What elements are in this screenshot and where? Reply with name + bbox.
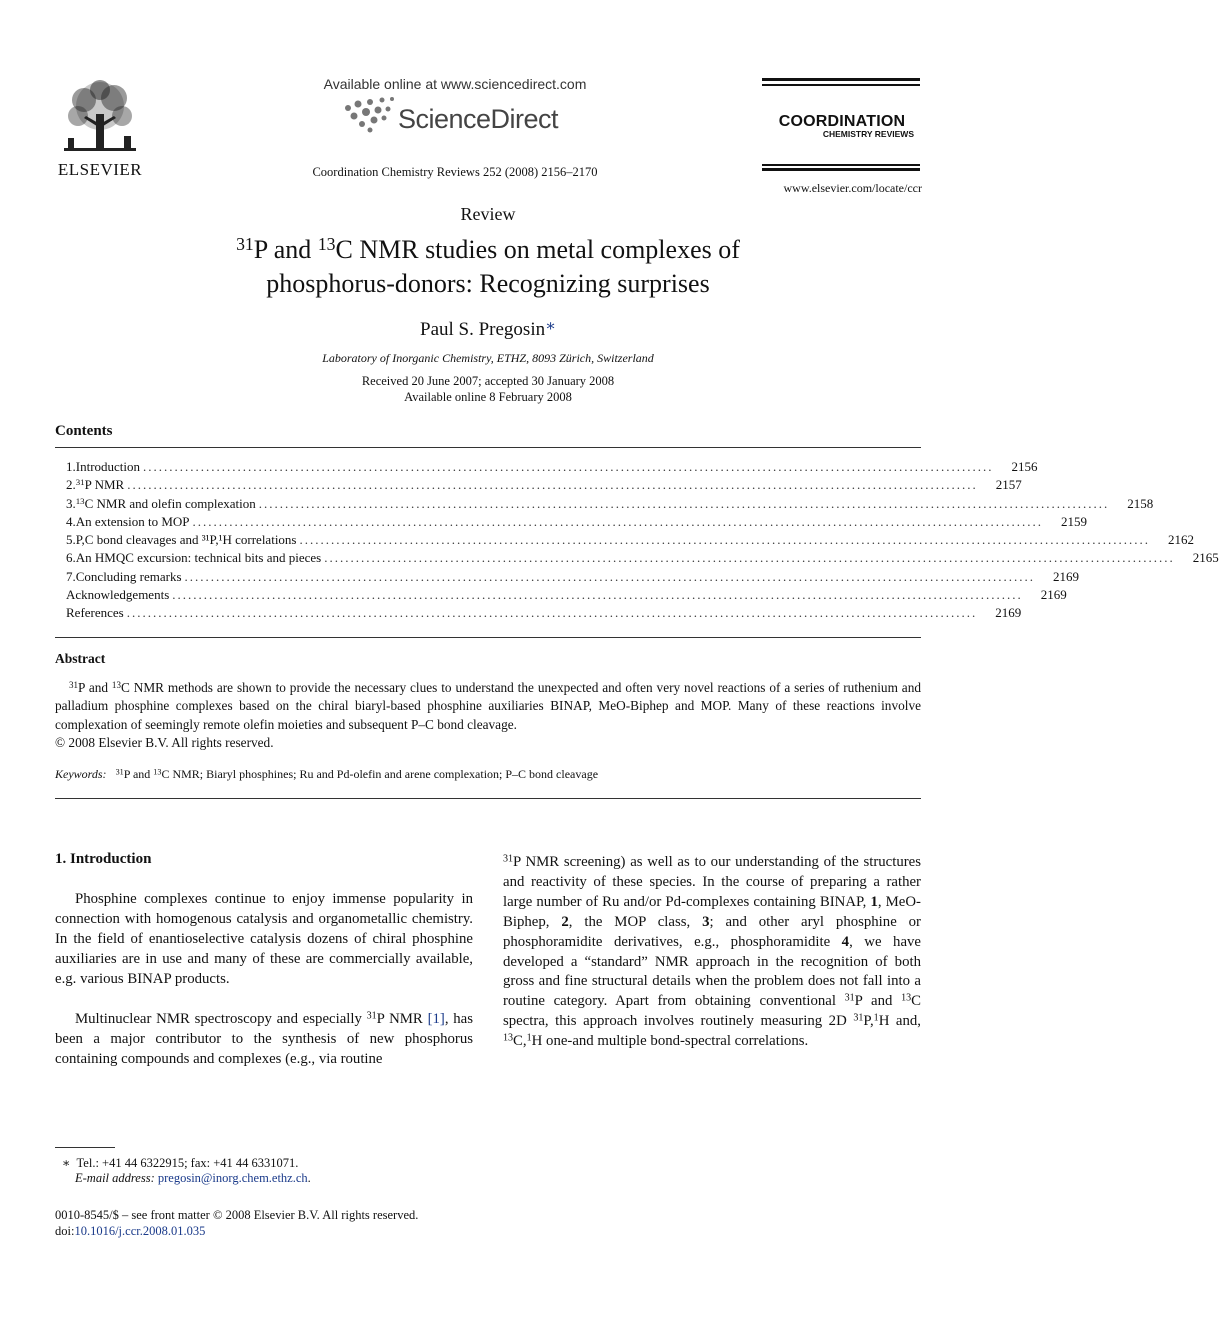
toc-leader-dots: ..................................................................................................................................................................	[184, 568, 1036, 584]
toc-sup: 13	[75, 495, 85, 506]
toc-page: 2162	[1167, 532, 1194, 548]
title-sup-31: 31	[236, 234, 254, 255]
journal-url-link[interactable]: www.elsevier.com/locate/ccr	[783, 181, 922, 195]
contents-top-rule	[55, 447, 921, 448]
r-text: , we have developed a “standard” NMR approach in the recognition of both gross and fine structural details when the problem does not fall into a routine category. Apart from obtaining conventional	[503, 933, 921, 1010]
toc-number: 5.	[66, 532, 76, 548]
journal-logo-rule-bottom	[762, 164, 920, 166]
toc-leader-dots: ..................................................................................................................................................................	[172, 587, 1023, 603]
author-line	[0, 316, 976, 341]
r-text: H and,	[878, 1013, 921, 1030]
toc-title: P,C bond cleavages and ³¹P,¹H correlations	[75, 532, 297, 548]
toc-leader-dots: ..................................................................................................................................................................	[299, 532, 1150, 548]
received-dates: Received 20 June 2007; accepted 30 January 2008	[361, 374, 615, 388]
sciencedirect-logo-text: ScienceDirect	[398, 104, 559, 134]
abstract-sup-31: 31	[69, 679, 79, 690]
doi-label: doi:	[55, 1224, 75, 1238]
abstract-text	[55, 679, 921, 734]
r-text: , the MOP class,	[568, 913, 703, 930]
abstract-sup-13: 13	[111, 679, 121, 690]
footnote-contact	[62, 1155, 298, 1171]
r-sup: 1	[873, 1012, 879, 1024]
email-label: E-mail address:	[75, 1171, 155, 1185]
keywords-label: Keywords:	[55, 767, 107, 781]
intro-paragraph-2	[55, 1010, 473, 1070]
toc-number: 7.	[66, 568, 76, 584]
toc-item[interactable]	[55, 513, 1087, 532]
p2-sup: 31	[366, 1010, 377, 1022]
keywords-part1: P and	[123, 767, 154, 781]
author-name: Paul S. Pregosin	[420, 319, 546, 340]
r-sup: 13	[503, 1032, 514, 1044]
footnote-rule	[55, 1147, 115, 1148]
title-line2: phosphorus-donors: Recognizing surprises	[266, 269, 710, 298]
toc-page: 2159	[1061, 513, 1087, 529]
toc-title-text: P NMR	[84, 477, 125, 493]
toc-page: 2157	[995, 477, 1022, 493]
footnote-email	[75, 1171, 311, 1186]
keywords	[55, 767, 598, 782]
journal-reference: Coordination Chemistry Reviews 252 (2008) 2156–2170	[312, 165, 598, 179]
intro-right-column	[503, 853, 921, 1052]
article-title	[150, 233, 826, 301]
toc-title	[76, 496, 256, 512]
r-text: C spectra, this approach involves routinely measuring 2D	[503, 993, 921, 1030]
r-sup: 13	[901, 992, 912, 1004]
r-text: P NMR screening) as well as to our understanding of the structures and reactivity of these species. In the course of preparing a rather large number of Ru and/or Pd-complexes containing BINAP,	[503, 854, 921, 910]
toc-item[interactable]	[55, 587, 1067, 605]
journal-logo-rule-top2	[762, 84, 920, 86]
title-part2: C NMR studies on metal complexes of	[335, 235, 740, 264]
affiliation: Laboratory of Inorganic Chemistry, ETHZ, 8093 Zürich, Switzerland	[322, 351, 654, 365]
r-text: ; and other aryl phosphine or phosphoramidite derivatives, e.g., phosphoramidite	[503, 913, 921, 950]
toc-page: 2165	[1192, 550, 1219, 566]
toc-leader-dots: ..................................................................................................................................................................	[324, 550, 1175, 566]
r-text: P and	[854, 993, 902, 1010]
compound-number: 2	[561, 913, 569, 930]
toc-title: An extension to MOP	[75, 513, 190, 529]
available-date: Available online 8 February 2008	[404, 390, 572, 404]
footnote-mark: ∗	[62, 1156, 71, 1170]
email-end: .	[307, 1171, 311, 1185]
toc-leader-dots: ..................................................................................................................................................................	[127, 477, 978, 493]
toc-number: 2.	[66, 477, 76, 493]
toc-title: Concluding remarks	[75, 568, 182, 584]
r-text: P,	[863, 1013, 874, 1030]
author-footnote-mark[interactable]: ∗	[545, 318, 556, 335]
toc-title: Acknowledgements	[66, 587, 170, 603]
toc-leader-dots: ..................................................................................................................................................................	[143, 459, 994, 474]
abstract-copyright: © 2008 Elsevier B.V. All rights reserved.	[55, 735, 274, 750]
available-online-link[interactable]: Available online at www.sciencedirect.com	[323, 76, 587, 92]
journal-logo-rule-top	[762, 78, 920, 81]
toc-title: An HMQC excursion: technical bits and pieces	[75, 550, 322, 566]
doi-line	[55, 1224, 205, 1239]
toc-title: Introduction	[75, 459, 141, 474]
toc-leader-dots: ..................................................................................................................................................................	[258, 495, 1110, 511]
front-matter-note: 0010-8545/$ – see front matter © 2008 Elsevier B.V. All rights reserved.	[55, 1208, 419, 1222]
keywords-part2: C NMR; Biaryl phosphines; Ru and Pd-olefin and arene complexation; P–C bond cleavage	[161, 767, 599, 781]
toc-page: 2158	[1127, 495, 1154, 511]
email-link[interactable]: pregosin@inorg.chem.ethz.ch	[157, 1171, 308, 1185]
keywords-sup-13: 13	[153, 767, 162, 777]
p2-text-b: P NMR	[376, 1011, 428, 1027]
toc-title: References	[66, 605, 124, 621]
compound-number: 4	[841, 933, 850, 950]
r-sup: 31	[853, 1012, 864, 1024]
journal-logo-subtitle: CHEMISTRY REVIEWS	[822, 129, 914, 139]
toc-number: 4.	[66, 513, 76, 529]
toc-leader-dots: ..................................................................................................................................................................	[126, 605, 978, 621]
toc-number: 1.	[66, 459, 76, 474]
article-type: Review	[460, 204, 516, 224]
p2-text-c: , has been a major contributor to the synthesis of new phosphorus containing compounds and complexes (e.g., via routine	[55, 1011, 473, 1067]
toc-page: 2169	[995, 605, 1022, 621]
footnote-tel: Tel.: +41 44 6322915; fax: +41 44 6331071.	[76, 1156, 299, 1170]
abstract-heading: Abstract	[55, 651, 106, 666]
toc-page: 2169	[1053, 568, 1080, 584]
toc-leader-dots: ..................................................................................................................................................................	[192, 513, 1043, 529]
r-text: C,	[513, 1033, 527, 1050]
r-sup: 1	[526, 1032, 532, 1044]
table-of-contents	[55, 459, 1219, 624]
doi-link[interactable]: 10.1016/j.ccr.2008.01.035	[74, 1224, 206, 1238]
toc-title-text: C NMR and olefin complexation	[84, 495, 256, 511]
r-sup: 31	[503, 853, 514, 865]
title-sup-13: 13	[317, 234, 336, 255]
r-text: H one-and multiple bond-spectral correlations.	[531, 1033, 809, 1050]
journal-logo-title: COORDINATION	[778, 113, 906, 130]
title-part1: P and	[253, 235, 318, 264]
intro-paragraph-1: Phosphine complexes continue to enjoy immense popularity in connection with homogenous catalysis and organometallic chemistry. In the field of enantioselective catalysis dozens of chiral phosphine auxiliaries are in use and many of these are commercially available, e.g. various BINAP products.	[55, 891, 473, 987]
journal-logo-rule-bottom2	[762, 168, 920, 171]
toc-number: 3.	[66, 495, 76, 511]
elsevier-wordmark: ELSEVIER	[57, 160, 143, 179]
compound-number: 3	[702, 913, 710, 930]
toc-item[interactable]	[55, 605, 1022, 623]
section-heading-introduction: 1. Introduction	[55, 851, 152, 867]
r-text: , MeO-Biphep,	[503, 893, 921, 930]
abstract-bottom-rule	[55, 798, 921, 799]
toc-item[interactable]	[55, 568, 1080, 587]
toc-item[interactable]	[55, 459, 1038, 477]
abstract-part2: C NMR methods are shown to provide the necessary clues to understand the unexpected and often very novel reactions of a series of ruthenium and palladium phosphine complexes based on the chiral biaryl-based phosphine auxiliaries BINAP, MeO-Biphep and MOP. Many of these reactions involve complexation of seemingly remote olefin moieties and subsequent P–C bond cleavage.	[55, 680, 921, 732]
contents-heading: Contents	[55, 423, 113, 439]
toc-title	[76, 477, 124, 493]
r-sup: 31	[844, 992, 855, 1004]
reference-link-1[interactable]: [1]	[427, 1011, 445, 1027]
toc-sup: 31	[75, 477, 85, 488]
abstract-part1: P and	[78, 680, 112, 695]
toc-item[interactable]	[55, 495, 1154, 514]
toc-item[interactable]	[55, 550, 1219, 568]
toc-number: 6.	[66, 550, 76, 566]
toc-item[interactable]	[55, 477, 1022, 495]
toc-page: 2156	[1011, 459, 1038, 474]
toc-item[interactable]	[55, 532, 1194, 550]
contents-bottom-rule	[55, 637, 921, 638]
p2-text-a: Multinuclear NMR spectroscopy and especially	[75, 1011, 367, 1027]
keywords-sup-31: 31	[115, 767, 124, 777]
compound-number: 1	[870, 893, 878, 910]
toc-page: 2169	[1040, 587, 1067, 603]
